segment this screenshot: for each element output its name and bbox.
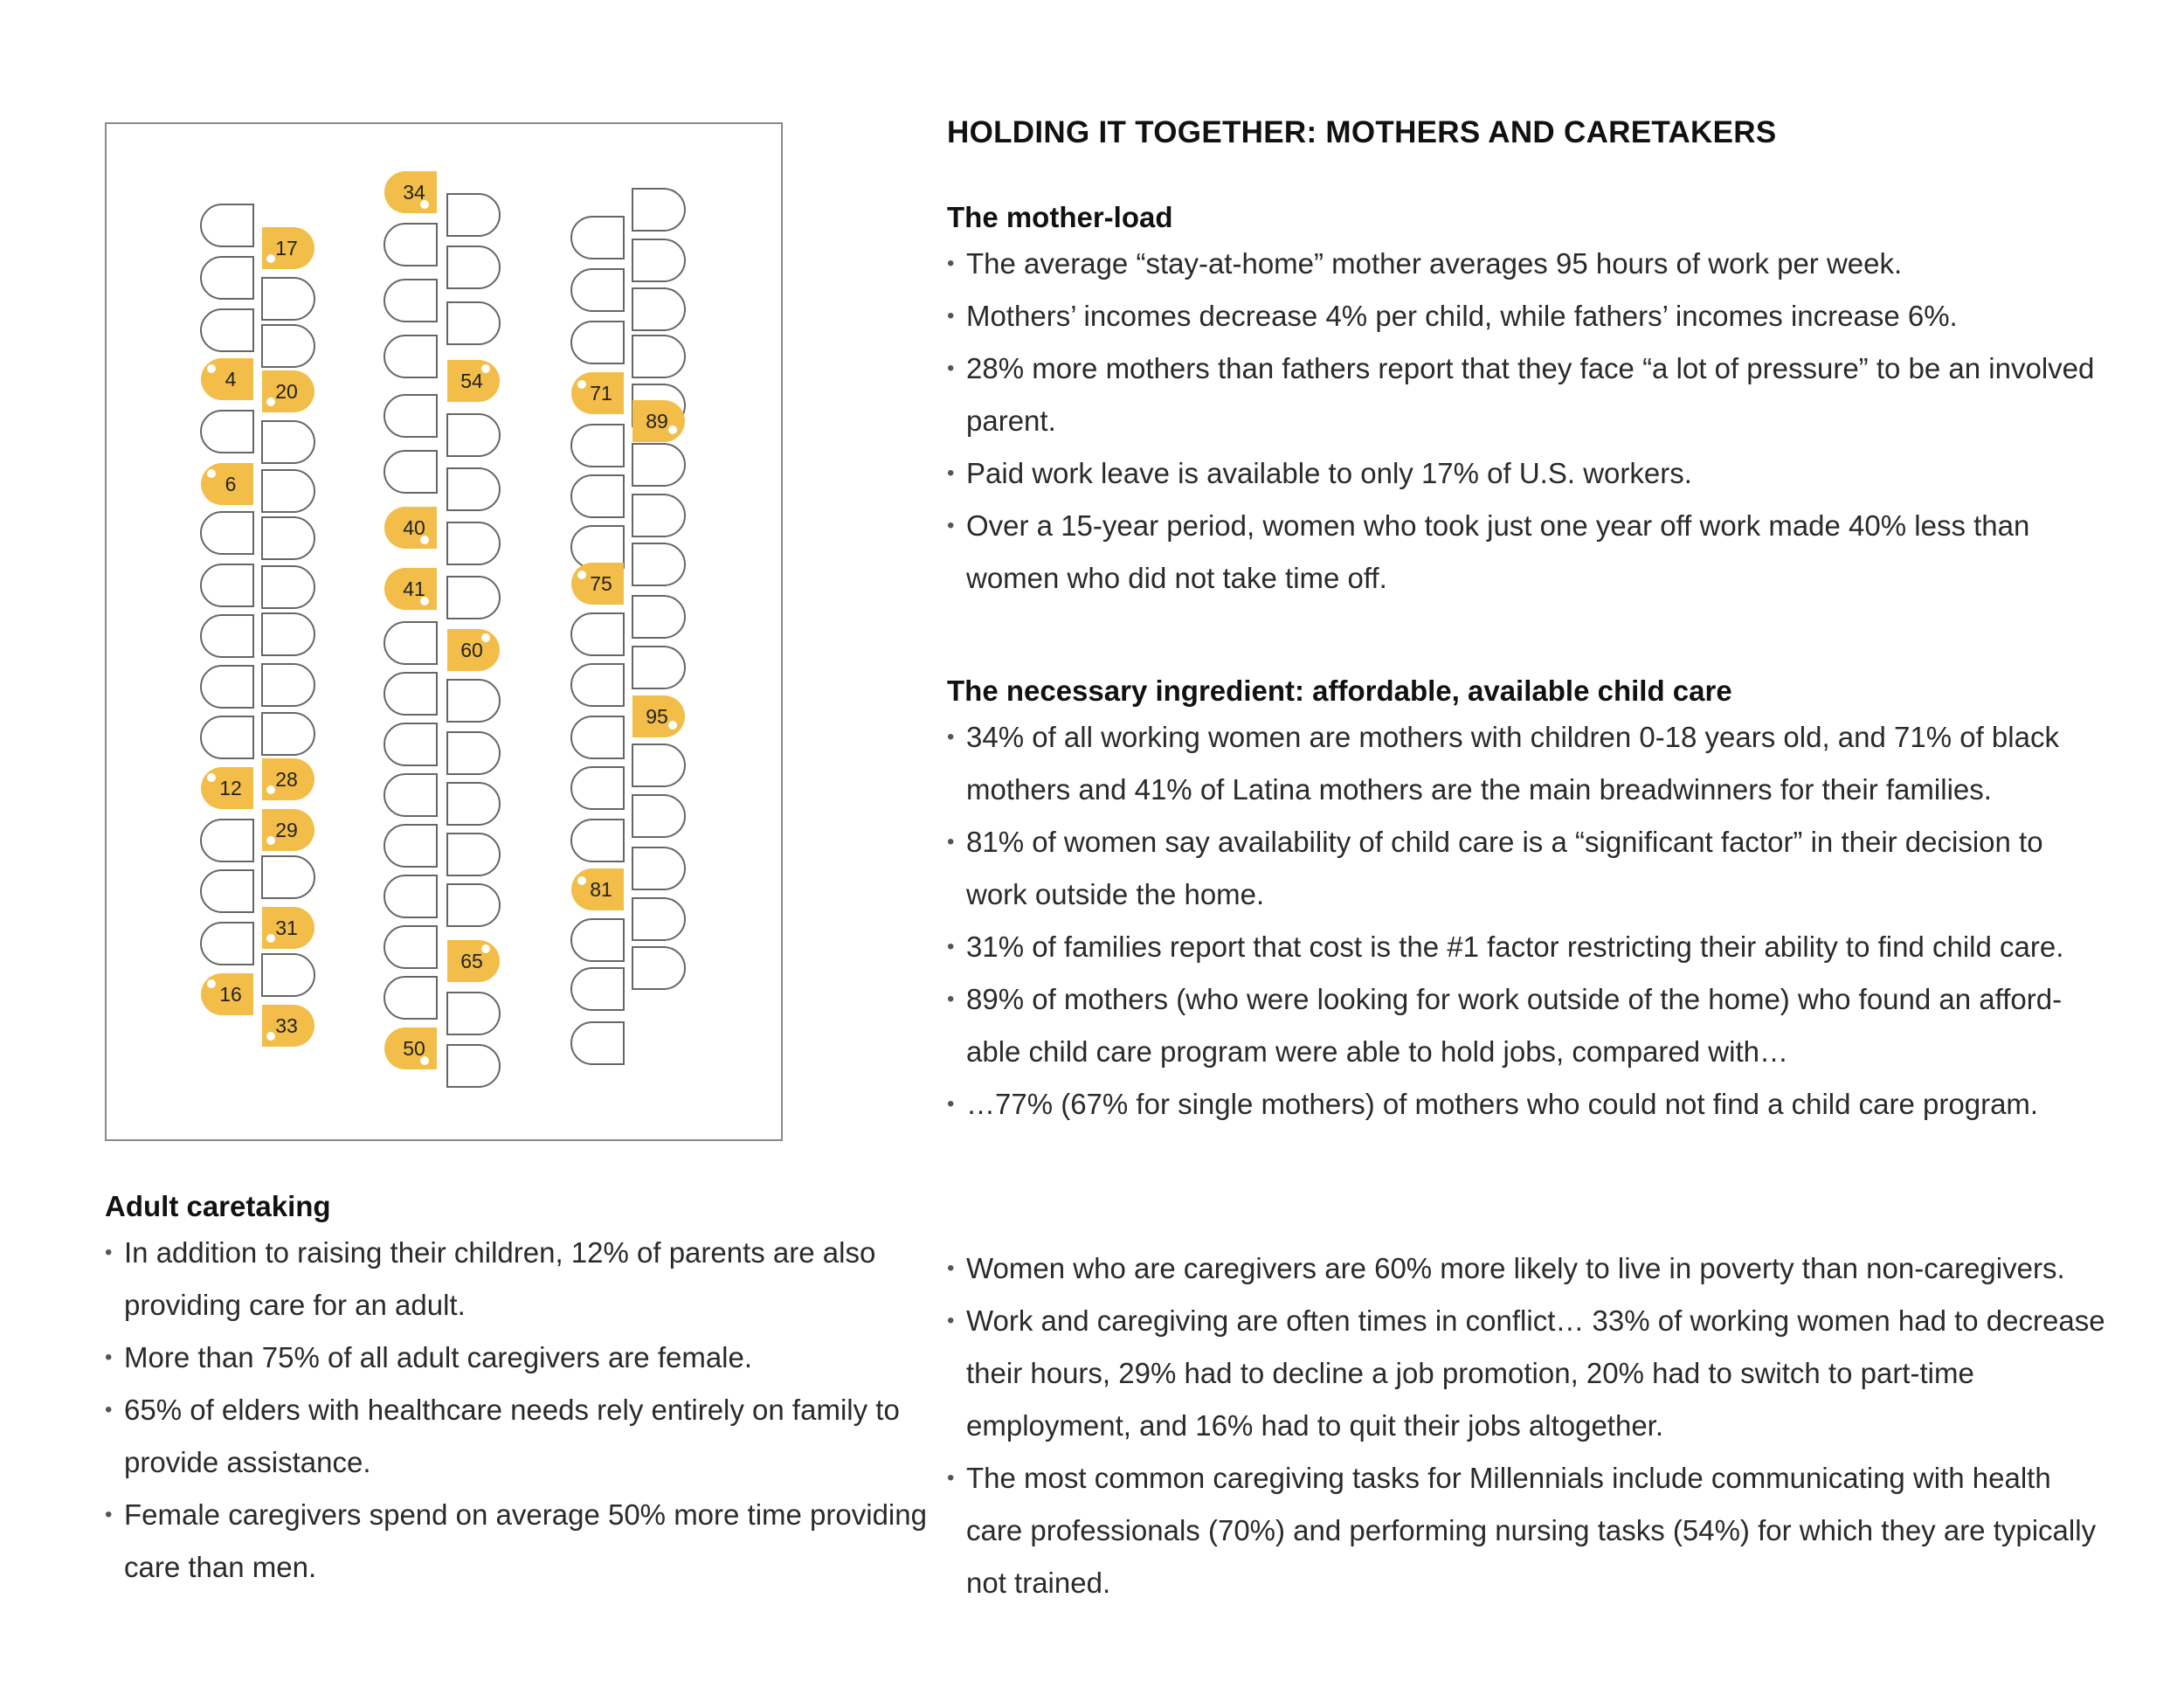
tooth-dot — [577, 571, 586, 579]
tooth — [571, 217, 624, 259]
tooth — [201, 512, 253, 554]
tooth — [262, 664, 314, 706]
tooth — [201, 820, 253, 861]
tooth — [632, 189, 685, 231]
page-title: HOLDING IT TOGETHER: MOTHERS AND CARETAKERS — [947, 115, 1777, 149]
tooth-dot — [207, 773, 216, 782]
tooth-label: 4 — [225, 368, 237, 391]
tooth — [447, 414, 500, 456]
tooth — [262, 421, 314, 463]
tooth-label: 41 — [403, 578, 425, 600]
tooth — [384, 977, 437, 1019]
tooth — [632, 847, 685, 889]
tooth — [447, 680, 500, 722]
tooth — [201, 309, 253, 351]
tooth — [262, 856, 314, 898]
list-item: • In addition to raising their children, 12% of parents are also providing care for an adult. — [105, 1227, 930, 1332]
list-item: • 34% of all working women are mothers with children 0-18 years old, and 71% of black mothers and 41% of Latina mothers are the main breadwinners for their families. — [947, 711, 2109, 816]
tooth-label: 50 — [403, 1037, 425, 1060]
tooth — [571, 919, 624, 961]
tooth — [447, 194, 500, 236]
tooth — [447, 1045, 500, 1087]
list-item: • Mothers’ incomes decrease 4% per child, while fathers’ incomes increase 6%. — [947, 290, 2109, 342]
tooth — [447, 302, 500, 344]
tooth-label: 60 — [460, 639, 483, 661]
list-item: • Female caregivers spend on average 50% more time providing care than men. — [105, 1489, 930, 1594]
list-item: • Work and caregiving are often times in conflict… 33% of working women had to decrease their hours, 29% had to decline a job promotion, 20% had to switch to part-time employment, and 16% had to quit their jobs altogether. — [947, 1295, 2109, 1452]
tooth — [384, 451, 437, 493]
tooth — [384, 774, 437, 816]
tooth-dot — [266, 785, 275, 794]
tooth-label: 31 — [275, 917, 298, 939]
tooth — [384, 673, 437, 715]
tooth — [571, 716, 624, 758]
tooth — [447, 993, 500, 1034]
tooth-label: 71 — [590, 382, 612, 405]
tooth-dot — [266, 934, 275, 943]
tooth — [447, 468, 500, 510]
tooth — [571, 767, 624, 809]
list-item: • 31% of families report that cost is the #1 factor restricting their ability to find child care. — [947, 921, 2109, 973]
tooth — [447, 884, 500, 926]
bullet-list — [947, 238, 2109, 605]
section-adult-caretaking — [105, 1190, 930, 1594]
tooth-label: 34 — [403, 181, 425, 204]
tooth-dot — [577, 380, 586, 389]
tooth-dot — [266, 836, 275, 845]
tooth — [632, 495, 685, 536]
list-item: • Women who are caregivers are 60% more likely to live in poverty than non-caregivers. — [947, 1242, 2109, 1295]
tooth — [571, 613, 624, 655]
tooth — [201, 716, 253, 758]
tooth-dot — [668, 425, 677, 434]
tooth — [384, 395, 437, 437]
list-item: • 81% of women say availability of child care is a “significant factor” in their decision to work outside the home. — [947, 816, 2109, 921]
tooth — [201, 870, 253, 912]
list-item: • …77% (67% for single mothers) of mothers who could not find a child care program. — [947, 1078, 2109, 1131]
tooth-label: 89 — [646, 410, 668, 432]
list-item: • The most common caregiving tasks for Millennials include communicating with health care professionals (70%) and performing nursing tasks (54%) for which they are typically not trained. — [947, 1452, 2109, 1609]
bullet-list — [947, 711, 2109, 1131]
tooth-dot — [207, 469, 216, 478]
tooth — [384, 224, 437, 266]
tooth-label: 75 — [590, 572, 612, 595]
tooth — [201, 204, 253, 246]
tooth — [384, 622, 437, 664]
list-item: • Paid work leave is available to only 17% of U.S. workers. — [947, 447, 2109, 500]
tooth-label: 28 — [275, 768, 298, 791]
bullet-list — [947, 1242, 2109, 1609]
tooth — [201, 615, 253, 657]
tooth — [262, 566, 314, 608]
tooth — [632, 444, 685, 486]
tooth-label: 40 — [403, 516, 425, 539]
tooth-label: 65 — [460, 950, 483, 972]
tooth — [447, 834, 500, 875]
tooth — [262, 713, 314, 755]
tooth — [262, 954, 314, 996]
tooth — [632, 647, 685, 688]
tooth-label: 29 — [275, 819, 298, 841]
bullet-list — [105, 1227, 930, 1594]
tooth — [571, 968, 624, 1010]
tooth — [384, 825, 437, 867]
tooth-label: 6 — [225, 473, 237, 495]
tooth — [447, 577, 500, 619]
tooth — [201, 257, 253, 299]
tooth — [262, 613, 314, 655]
tooth-label: 81 — [590, 878, 612, 901]
tooth — [571, 526, 624, 568]
tooth — [632, 744, 685, 786]
tooth-label: 16 — [219, 983, 242, 1006]
tooth — [571, 269, 624, 311]
list-item: • 28% more mothers than fathers report that they face “a lot of pressure” to be an involved parent. — [947, 342, 2109, 447]
tooth — [262, 325, 314, 367]
tooth-dot — [266, 398, 275, 406]
teeth-illustration — [105, 122, 783, 1141]
tooth-dot — [266, 254, 275, 263]
section-caregivers — [947, 1242, 2109, 1609]
tooth-label: 20 — [275, 380, 298, 403]
tooth-dot — [207, 979, 216, 988]
tooth — [447, 732, 500, 774]
tooth — [384, 336, 437, 377]
tooth-dot — [207, 364, 216, 373]
tooth — [201, 411, 253, 453]
tooth — [447, 522, 500, 564]
tooth — [262, 278, 314, 320]
tooth — [571, 322, 624, 363]
tooth — [632, 795, 685, 837]
tooth — [632, 336, 685, 377]
section-heading: The mother-load — [947, 201, 1173, 233]
tooth — [262, 470, 314, 512]
tooth — [384, 280, 437, 322]
tooth — [632, 947, 685, 989]
tooth-label: 54 — [460, 370, 483, 392]
section-child-care — [947, 675, 2109, 1131]
tooth-label: 95 — [646, 705, 668, 728]
tooth — [201, 666, 253, 708]
teeth-figure — [105, 122, 783, 1141]
tooth — [201, 564, 253, 606]
section-mother-load — [947, 201, 2109, 605]
tooth — [384, 875, 437, 917]
tooth — [447, 246, 500, 288]
tooth — [384, 723, 437, 765]
list-item: • More than 75% of all adult caregivers are female. — [105, 1332, 930, 1384]
tooth — [571, 425, 624, 467]
list-item: • 89% of mothers (who were looking for work outside of the home) who found an afford-able child care program were able to hold jobs, compared with… — [947, 973, 2109, 1078]
tooth — [571, 475, 624, 517]
tooth-dot — [266, 1032, 275, 1041]
tooth — [632, 239, 685, 281]
tooth — [262, 517, 314, 559]
tooth — [384, 926, 437, 968]
tooth-dot — [668, 721, 677, 730]
tooth — [632, 543, 685, 585]
list-item: • The average “stay-at-home” mother averages 95 hours of work per week. — [947, 238, 2109, 290]
tooth-label: 33 — [275, 1014, 298, 1037]
section-heading: Adult caretaking — [105, 1190, 331, 1222]
section-heading: The necessary ingredient: affordable, available child care — [947, 675, 1732, 707]
list-item: • Over a 15-year period, women who took just one year off work made 40% less than women who did not take time off. — [947, 500, 2109, 605]
tooth — [201, 923, 253, 965]
list-item: • 65% of elders with healthcare needs rely entirely on family to provide assistance. — [105, 1384, 930, 1489]
tooth — [571, 1022, 624, 1064]
tooth — [571, 664, 624, 706]
tooth — [632, 596, 685, 638]
tooth-label: 17 — [275, 237, 298, 259]
tooth — [447, 783, 500, 825]
tooth-dot — [577, 876, 586, 885]
tooth — [632, 288, 685, 330]
tooth — [571, 820, 624, 861]
tooth — [632, 898, 685, 940]
tooth-label: 12 — [219, 777, 242, 799]
